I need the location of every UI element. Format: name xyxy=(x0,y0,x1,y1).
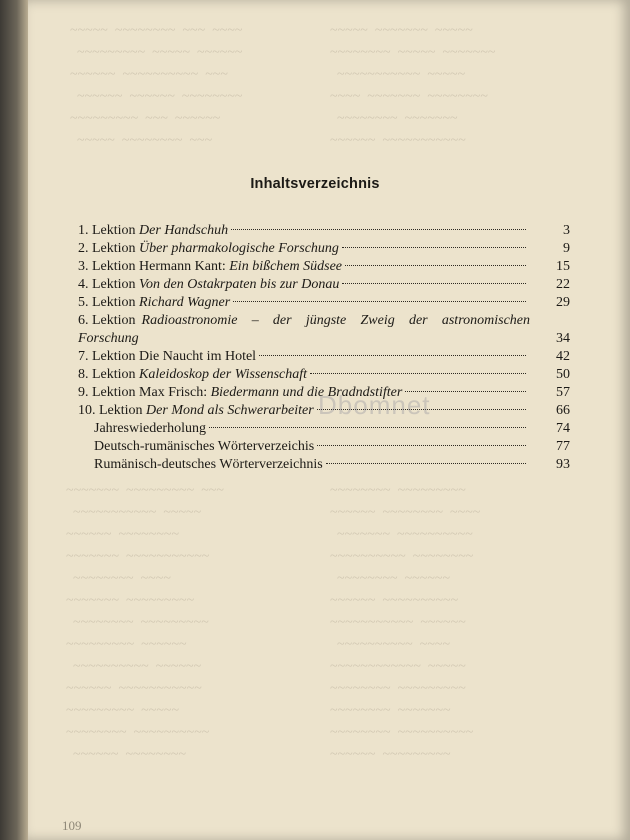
toc-page-number: 9 xyxy=(563,241,570,256)
toc-entry-label: 9. Lektion Max Frisch: Biedermann und die Bradndstifter xyxy=(78,385,403,400)
toc-page-number: 22 xyxy=(556,277,570,292)
toc-entry-8[interactable] xyxy=(78,366,570,384)
toc-page-number: 93 xyxy=(556,457,570,472)
toc-entry-3[interactable] xyxy=(78,258,570,276)
toc-entry-label: 5. Lektion Richard Wagner xyxy=(78,295,231,310)
toc-page-number: 50 xyxy=(556,367,570,382)
toc-entry-7[interactable] xyxy=(78,348,570,366)
toc-entry-label: 8. Lektion Kaleidoskop der Wissenschaft xyxy=(78,367,308,382)
toc-entry-label xyxy=(78,312,530,330)
toc-entry-label: 4. Lektion Von den Ostakrpaten bis zur Donau xyxy=(78,277,340,292)
toc-page-number: 57 xyxy=(556,385,570,400)
leader-dots xyxy=(345,265,526,266)
book-spine-edge xyxy=(0,0,28,840)
page-title: Inhaltsverzeichnis xyxy=(250,176,380,192)
toc-entry-label: 7. Lektion Die Naucht im Hotel xyxy=(78,349,257,364)
toc-entry-1[interactable] xyxy=(78,222,570,240)
leader-dots xyxy=(233,301,526,302)
toc-entry-6[interactable] xyxy=(78,312,570,348)
leader-dots xyxy=(310,373,526,374)
table-of-contents xyxy=(78,222,570,474)
toc-page-number: 77 xyxy=(556,439,570,454)
toc-entry-label: 1. Lektion Der Handschuh xyxy=(78,223,229,238)
leader-dots xyxy=(209,427,526,428)
toc-page-number: 74 xyxy=(556,421,570,436)
toc-entry-label: 3. Lektion Hermann Kant: Ein bißchem Südsee xyxy=(78,259,342,274)
leader-dots xyxy=(317,445,526,446)
toc-page-number: 3 xyxy=(563,223,570,238)
leader-dots xyxy=(231,229,526,230)
toc-page-number: 29 xyxy=(556,295,570,310)
toc-entry-review[interactable] xyxy=(78,420,570,438)
toc-page-number: 15 xyxy=(556,259,570,274)
toc-entry-label: 2. Lektion Über pharmakologische Forschung xyxy=(78,241,339,256)
page-number: 109 xyxy=(62,818,82,833)
toc-page-number: 42 xyxy=(556,349,570,364)
toc-page-number: 66 xyxy=(556,403,570,418)
toc-entry-5[interactable] xyxy=(78,294,570,312)
leader-dots xyxy=(342,283,526,284)
toc-page-number: 34 xyxy=(556,331,570,346)
leader-dots xyxy=(259,355,526,356)
toc-entry-4[interactable] xyxy=(78,276,570,294)
toc-entry-title-line1: Radioastronomie – der jüngste Zweig der astronomischen xyxy=(141,313,530,328)
toc-entry-label: Jahreswiederholung xyxy=(94,421,206,436)
leader-dots xyxy=(326,463,526,464)
toc-entry-de-ro-glossary[interactable] xyxy=(78,438,570,456)
toc-entry-title-line2: Forschung xyxy=(78,331,139,346)
toc-entry-label: Rumänisch-deutsches Wörterverzeichnis xyxy=(94,457,323,472)
toc-entry-ro-de-glossary[interactable] xyxy=(78,456,570,474)
toc-entry-label: 10. Lektion Der Mond als Schwerarbeiter xyxy=(78,403,314,418)
toc-entry-prefix: 6. Lektion xyxy=(78,313,136,328)
toc-entry-2[interactable] xyxy=(78,240,570,258)
toc-entry-label: Deutsch-rumänisches Wörterverzeichis xyxy=(94,439,315,454)
watermark: Dbomnet xyxy=(318,390,431,420)
leader-dots xyxy=(342,247,526,248)
